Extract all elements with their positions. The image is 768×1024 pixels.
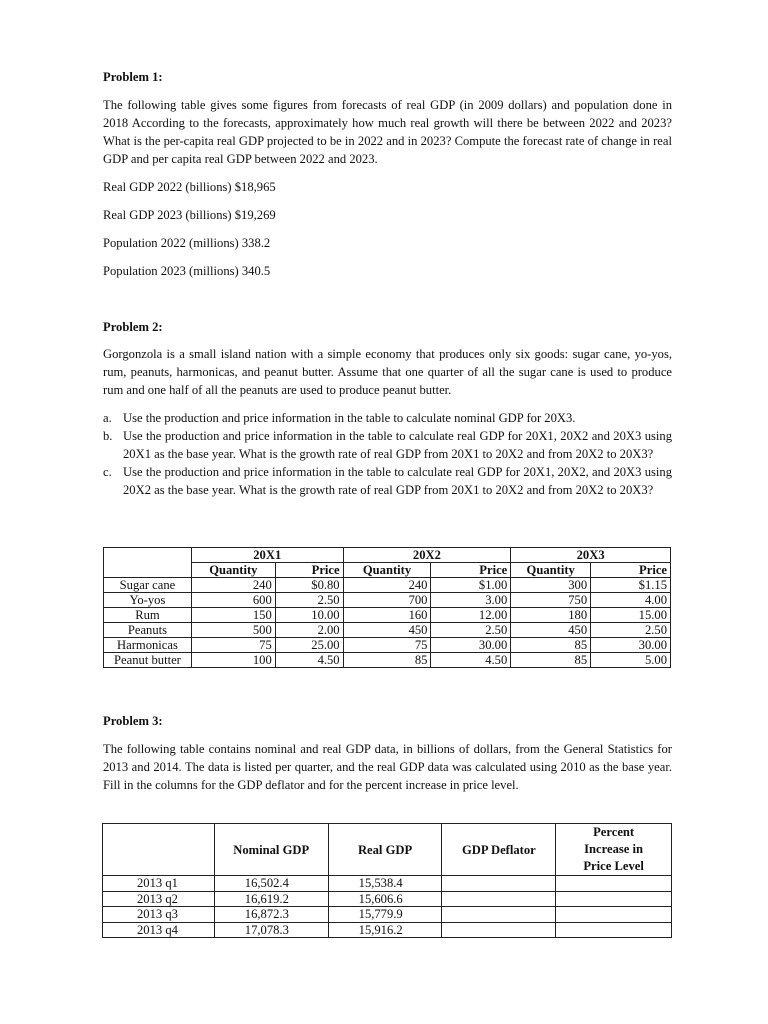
quarter-cell: 2013 q4 <box>103 922 215 938</box>
quantity-cell: 85 <box>511 638 591 653</box>
quantity-cell: 150 <box>191 608 275 623</box>
question-c <box>103 463 672 499</box>
percent-increase-cell[interactable] <box>556 907 672 923</box>
goods-table-corner <box>104 548 192 578</box>
good-name: Sugar cane <box>104 578 192 593</box>
table-row <box>103 891 672 907</box>
gdp-deflator-cell[interactable] <box>442 922 556 938</box>
quantity-cell: 85 <box>511 653 591 668</box>
goods-table-year-row <box>104 548 671 563</box>
quantity-cell: 700 <box>343 593 431 608</box>
quantity-header: Quantity <box>191 563 275 578</box>
price-cell: 4.50 <box>431 653 511 668</box>
table-row <box>104 638 671 653</box>
nominal-gdp-cell: 16,872.3 <box>214 907 328 923</box>
good-name: Rum <box>104 608 192 623</box>
question-b-letter: b. <box>103 429 113 443</box>
percent-header-line-1: Percent <box>593 825 635 839</box>
real-gdp-cell: 15,606.6 <box>328 891 442 907</box>
table-row <box>103 922 672 938</box>
nominal-gdp-cell: 16,619.2 <box>214 891 328 907</box>
question-b-text: Use the production and price information in the table to calculate real GDP for 20X1, 20X2 and 20X3 using 20X1 as the base year. What is the growth rate of real GDP from 20X1 to 20X2 and from 20X2 to 20X3? <box>123 429 672 461</box>
quantity-cell: 240 <box>191 578 275 593</box>
problem-2-question-list <box>103 409 672 499</box>
quantity-cell: 300 <box>511 578 591 593</box>
goods-table <box>103 547 671 668</box>
percent-increase-cell[interactable] <box>556 922 672 938</box>
question-a <box>103 409 672 427</box>
gdp-deflator-cell[interactable] <box>442 907 556 923</box>
question-c-letter: c. <box>103 465 112 479</box>
question-b <box>103 427 672 463</box>
gdp-deflator-header: GDP Deflator <box>442 824 556 876</box>
price-header: Price <box>275 563 343 578</box>
table-row <box>104 608 671 623</box>
quarter-cell: 2013 q3 <box>103 907 215 923</box>
percent-increase-cell[interactable] <box>556 891 672 907</box>
gdp-deflator-cell[interactable] <box>442 876 556 892</box>
quantity-header: Quantity <box>343 563 431 578</box>
price-cell: 4.00 <box>591 593 671 608</box>
gdp-table-header-row <box>103 824 672 876</box>
price-cell: 2.50 <box>275 593 343 608</box>
problem-3-heading: Problem 3: <box>103 714 163 728</box>
quantity-cell: 450 <box>511 623 591 638</box>
real-gdp-cell: 15,916.2 <box>328 922 442 938</box>
table-row <box>104 653 671 668</box>
price-cell: 2.50 <box>431 623 511 638</box>
good-name: Harmonicas <box>104 638 192 653</box>
nominal-gdp-cell: 16,502.4 <box>214 876 328 892</box>
price-cell: 2.50 <box>591 623 671 638</box>
table-row <box>104 623 671 638</box>
question-a-text: Use the production and price information in the table to calculate nominal GDP for 20X3. <box>123 411 576 425</box>
quantity-cell: 75 <box>191 638 275 653</box>
gdp-table-corner <box>103 824 215 876</box>
quantity-cell: 100 <box>191 653 275 668</box>
real-gdp-cell: 15,538.4 <box>328 876 442 892</box>
problem-1-paragraph: The following table gives some figures from forecasts of real GDP (in 2009 dollars) and population done in 2018 According to the forecasts, approximately how much real growth will there be between 2022 and 2023? What is the per-capita real GDP projected to be in 2022 and in 2023? Compute the forecast rate of change in real GDP and per capita real GDP between 2022 and 2023. <box>103 98 672 166</box>
problem-2-heading: Problem 2: <box>103 320 163 334</box>
table-row <box>103 907 672 923</box>
year-header-20x3: 20X3 <box>511 548 671 563</box>
price-cell: $1.15 <box>591 578 671 593</box>
gdp-quarterly-table <box>102 823 672 938</box>
quantity-cell: 500 <box>191 623 275 638</box>
problem-1-heading: Problem 1: <box>103 70 163 84</box>
price-cell: 30.00 <box>431 638 511 653</box>
quantity-cell: 750 <box>511 593 591 608</box>
quantity-header: Quantity <box>511 563 591 578</box>
figure-population-2023: Population 2023 (millions) 340.5 <box>103 264 271 278</box>
figure-real-gdp-2023: Real GDP 2023 (billions) $19,269 <box>103 208 276 222</box>
year-header-20x1: 20X1 <box>191 548 343 563</box>
figure-real-gdp-2022: Real GDP 2022 (billions) $18,965 <box>103 180 276 194</box>
problem-3-paragraph: The following table contains nominal and real GDP data, in billions of dollars, from the General Statistics for 2013 and 2014. The data is listed per quarter, and the real GDP data was calculated using 2010 as the base year. Fill in the columns for the GDP deflator and for the percent increase in price level. <box>103 742 672 792</box>
price-cell: 4.50 <box>275 653 343 668</box>
table-row <box>103 876 672 892</box>
quantity-cell: 180 <box>511 608 591 623</box>
good-name: Peanuts <box>104 623 192 638</box>
quantity-cell: 75 <box>343 638 431 653</box>
quarter-cell: 2013 q1 <box>103 876 215 892</box>
price-cell: $0.80 <box>275 578 343 593</box>
year-header-20x2: 20X2 <box>343 548 511 563</box>
price-cell: 25.00 <box>275 638 343 653</box>
price-cell: 2.00 <box>275 623 343 638</box>
good-name: Yo-yos <box>104 593 192 608</box>
nominal-gdp-header: Nominal GDP <box>214 824 328 876</box>
percent-increase-header <box>556 824 672 876</box>
question-c-text: Use the production and price information in the table to calculate real GDP for 20X1, 20X2, and 20X3 using 20X2 as the base year. What is the growth rate of real GDP from 20X1 to 20X2 and from 20X2 to 20X3? <box>123 465 672 497</box>
good-name: Peanut butter <box>104 653 192 668</box>
gdp-deflator-cell[interactable] <box>442 891 556 907</box>
quantity-cell: 85 <box>343 653 431 668</box>
quantity-cell: 160 <box>343 608 431 623</box>
percent-header-line-3: Price Level <box>583 859 644 873</box>
percent-header-line-2: Increase in <box>584 842 644 856</box>
price-header: Price <box>591 563 671 578</box>
price-cell: 10.00 <box>275 608 343 623</box>
price-cell: 15.00 <box>591 608 671 623</box>
figure-population-2022: Population 2022 (millions) 338.2 <box>103 236 271 250</box>
price-cell: $1.00 <box>431 578 511 593</box>
table-row <box>104 593 671 608</box>
real-gdp-header: Real GDP <box>328 824 442 876</box>
problem-2-paragraph: Gorgonzola is a small island nation with a simple economy that produces only six goods: sugar cane, yo-yos, rum, peanuts, harmonicas, and peanut butter. Assume that one quarter of all the sugar cane is used to produce rum and one half of all the peanuts are used to produce peanut butter. <box>103 347 672 397</box>
quarter-cell: 2013 q2 <box>103 891 215 907</box>
quantity-cell: 240 <box>343 578 431 593</box>
table-row <box>104 578 671 593</box>
quantity-cell: 450 <box>343 623 431 638</box>
price-cell: 30.00 <box>591 638 671 653</box>
quantity-cell: 600 <box>191 593 275 608</box>
real-gdp-cell: 15,779.9 <box>328 907 442 923</box>
price-cell: 3.00 <box>431 593 511 608</box>
percent-increase-cell[interactable] <box>556 876 672 892</box>
question-a-letter: a. <box>103 411 112 425</box>
price-cell: 5.00 <box>591 653 671 668</box>
nominal-gdp-cell: 17,078.3 <box>214 922 328 938</box>
price-cell: 12.00 <box>431 608 511 623</box>
price-header: Price <box>431 563 511 578</box>
